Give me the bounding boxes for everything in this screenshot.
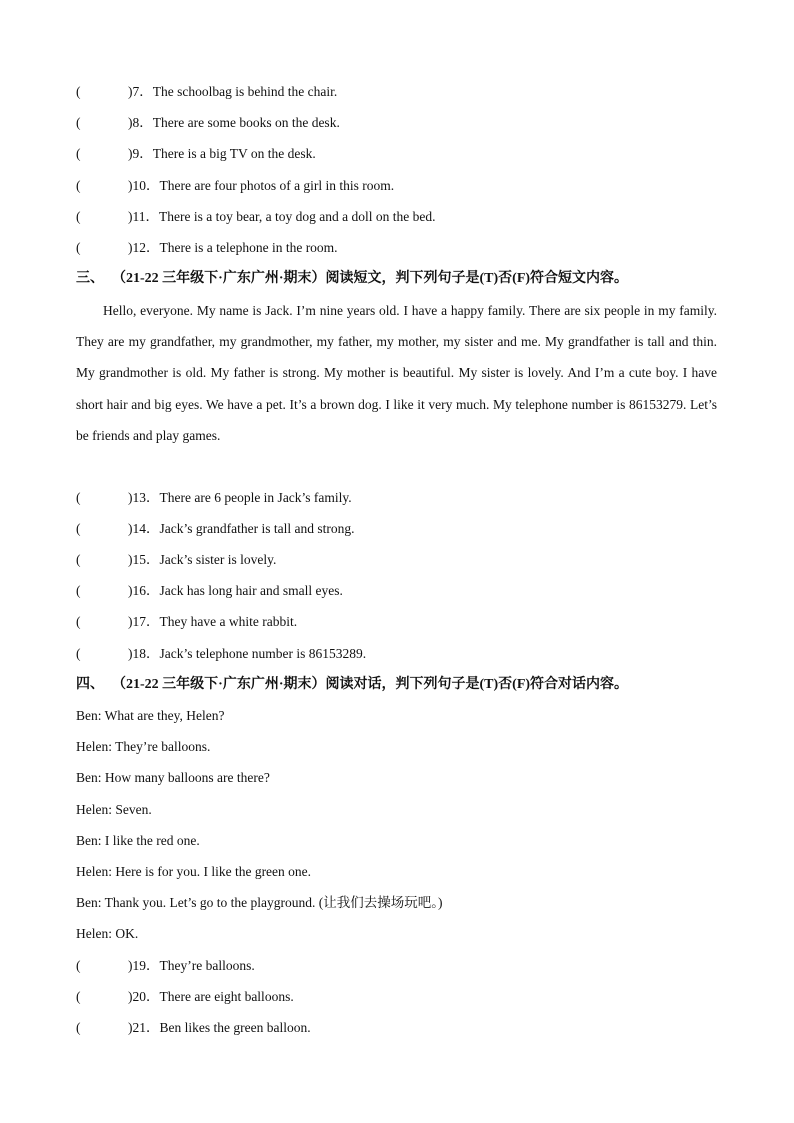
- question-14: [76, 519, 354, 539]
- question-text: )7．The schoolbag is behind the chair.: [128, 84, 338, 99]
- question-text: )20．There are eight balloons.: [128, 989, 294, 1004]
- question-21: [76, 1018, 311, 1038]
- dialogue-line: Helen: Here is for you. I like the green one.: [76, 864, 312, 879]
- dialogue-line: Helen: OK.: [76, 926, 139, 941]
- dialogue-line: Ben: How many balloons are there?: [76, 770, 270, 785]
- answer-blank[interactable]: (: [76, 646, 81, 661]
- dialogue-line: Helen: Seven.: [76, 802, 152, 817]
- section-title: （21-22 三年级下·广东广州·期末）阅读对话，判下列句子是(T)否(F)符合对话内容。: [112, 677, 629, 692]
- question-19: [76, 956, 255, 976]
- section-title: （21-22 三年级下·广东广州·期末）阅读短文，判下列句子是(T)否(F)符合短文内容。: [112, 271, 629, 286]
- question-text: )16．Jack has long hair and small eyes.: [128, 583, 343, 598]
- question-text: )17．They have a white rabbit.: [128, 614, 298, 629]
- question-12: [76, 238, 338, 258]
- answer-blank[interactable]: (: [76, 552, 81, 567]
- question-text: )18．Jack’s telephone number is 86153289.: [128, 646, 367, 661]
- answer-blank[interactable]: (: [76, 958, 81, 973]
- question-15: [76, 550, 276, 570]
- answer-blank[interactable]: (: [76, 115, 81, 130]
- answer-blank[interactable]: (: [76, 209, 81, 224]
- dialogue-line: Ben: I like the red one.: [76, 833, 200, 848]
- question-16: [76, 581, 343, 601]
- question-text: )10．There are four photos of a girl in this room.: [128, 178, 395, 193]
- question-9: [76, 144, 316, 164]
- question-text: )9．There is a big TV on the desk.: [128, 146, 316, 161]
- question-text: )12．There is a telephone in the room.: [128, 240, 338, 255]
- question-7: [76, 82, 337, 102]
- question-13: [76, 488, 352, 508]
- answer-blank[interactable]: (: [76, 240, 81, 255]
- answer-blank[interactable]: (: [76, 490, 81, 505]
- question-20: [76, 987, 294, 1007]
- answer-blank[interactable]: (: [76, 521, 81, 536]
- answer-blank[interactable]: (: [76, 583, 81, 598]
- question-11: [76, 207, 436, 227]
- answer-blank[interactable]: (: [76, 989, 81, 1004]
- question-text: )8．There are some books on the desk.: [128, 115, 340, 130]
- question-text: )19．They’re balloons.: [128, 958, 255, 973]
- answer-blank[interactable]: (: [76, 1020, 81, 1035]
- dialogue-line: Ben: What are they, Helen?: [76, 708, 225, 723]
- answer-blank[interactable]: (: [76, 84, 81, 99]
- section-3-heading: [76, 269, 628, 289]
- question-text: )15．Jack’s sister is lovely.: [128, 552, 277, 567]
- reading-passage: Hello, everyone. My name is Jack. I’m nine years old. I have a happy family. There are six people in my family. They are my grandfather, my grandmother, my father, my mother, my sister and me. My grandfather is tall and thin. My grandmother is old. My father is strong. My mother is beautiful. My sister is lovely. And I’m a cute boy. I have short hair and big eyes. We have a pet. It’s a brown dog. I like it very much. My telephone number is 86153279. Let’s be friends and play games.: [76, 303, 717, 443]
- question-text: )11．There is a toy bear, a toy dog and a doll on the bed.: [128, 209, 436, 224]
- question-8: [76, 113, 340, 133]
- answer-blank[interactable]: (: [76, 178, 81, 193]
- question-17: [76, 612, 297, 632]
- section-4-heading: [76, 675, 628, 695]
- section-number: 三、: [76, 271, 104, 286]
- dialogue-line: Helen: They’re balloons.: [76, 739, 211, 754]
- question-text: )13．There are 6 people in Jack’s family.: [128, 490, 352, 505]
- question-text: )21．Ben likes the green balloon.: [128, 1020, 311, 1035]
- question-18: [76, 644, 366, 664]
- section-number: 四、: [76, 677, 104, 692]
- answer-blank[interactable]: (: [76, 614, 81, 629]
- question-text: )14．Jack’s grandfather is tall and strong.: [128, 521, 355, 536]
- question-10: [76, 176, 394, 196]
- answer-blank[interactable]: (: [76, 146, 81, 161]
- dialogue-line: Ben: Thank you. Let’s go to the playground. (让我们去操场玩吧。): [76, 895, 443, 910]
